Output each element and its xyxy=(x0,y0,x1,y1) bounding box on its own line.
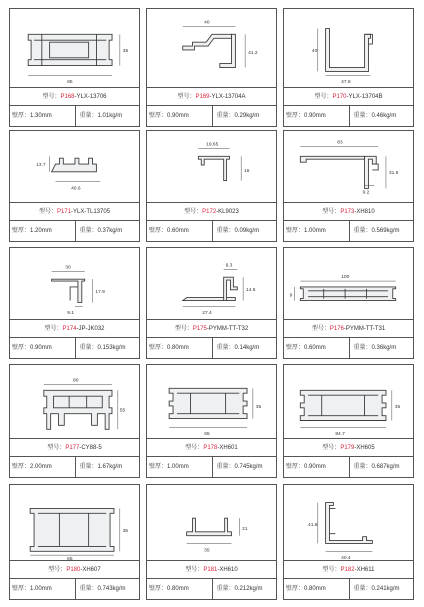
profile-card xyxy=(146,247,277,359)
dim-label: 47.8 xyxy=(341,80,351,86)
profile-card xyxy=(283,247,414,359)
part-number: P177 xyxy=(65,445,80,451)
profile-drawing xyxy=(284,365,413,439)
weight: 重量：0.14kg/m xyxy=(212,338,260,358)
profile-card xyxy=(9,130,140,242)
part-number: P176 xyxy=(329,326,344,332)
part-number: P175 xyxy=(192,326,207,332)
model-code: PYMM-TT-T32 xyxy=(208,326,249,332)
model-line: 型号：P168-YLX-13706 xyxy=(10,87,139,106)
spec-row xyxy=(284,337,413,358)
dim-label: 41.8 xyxy=(308,522,318,528)
part-number: P180 xyxy=(66,567,81,573)
dim-label: 100 xyxy=(341,275,350,281)
weight: 重量：0.46kg/m xyxy=(349,106,397,126)
profile-drawing xyxy=(147,131,276,203)
model-line: 型号：P181-XH610 xyxy=(147,560,276,579)
profile-drawing xyxy=(147,248,276,320)
thickness: 壁厚：0.60mm xyxy=(286,345,326,351)
model-line: 型号：P172-KL9023 xyxy=(147,202,276,221)
model-code: KL9023 xyxy=(218,209,239,215)
thickness: 壁厚：0.90mm xyxy=(12,345,52,351)
profile-card xyxy=(9,8,140,127)
profile-card xyxy=(146,130,277,242)
model-code: PYMM-TT-T31 xyxy=(345,326,386,332)
profile-card xyxy=(283,484,414,600)
weight: 重量：0.745kg/m xyxy=(212,457,263,477)
dim-label: 35 xyxy=(122,48,129,54)
spec-row xyxy=(147,220,276,241)
weight: 重量：1.67kg/m xyxy=(75,457,123,477)
profile-drawing xyxy=(10,248,139,320)
weight: 重量：0.09kg/m xyxy=(212,221,260,241)
thickness: 壁厚：0.90mm xyxy=(286,113,326,119)
part-number: P179 xyxy=(340,445,355,451)
dim-label: 9.1 xyxy=(67,311,74,317)
model-line: 型号：P177-CY88-5 xyxy=(10,438,139,457)
model-code: JP-JK032 xyxy=(78,326,105,332)
model-line: 型号：P175-PYMM-TT-T32 xyxy=(147,319,276,338)
spec-row xyxy=(284,578,413,599)
model-line: 型号：P170-YLX-13704B xyxy=(284,87,413,106)
model-code: YLX-TL13705 xyxy=(73,209,111,215)
weight: 重量：1.01kg/m xyxy=(75,106,123,126)
spec-row xyxy=(284,456,413,477)
thickness: 壁厚：0.90mm xyxy=(286,464,326,470)
spec-row xyxy=(10,337,139,358)
profile-card xyxy=(9,247,140,359)
model-line: 型号：P169-YLX-13704A xyxy=(147,87,276,106)
profile-card xyxy=(283,8,414,127)
model-code: YLX-13704B xyxy=(348,94,383,100)
part-number: P173 xyxy=(340,209,355,215)
profile-card xyxy=(9,484,140,600)
model-code: XH605 xyxy=(356,445,375,451)
model-line: 型号：P176-PYMM-TT-T31 xyxy=(284,319,413,338)
spec-row xyxy=(284,105,413,126)
spec-row xyxy=(147,578,276,599)
thickness: 壁厚：0.80mm xyxy=(149,586,189,592)
model-line: 型号：P171-YLX-TL13705 xyxy=(10,202,139,221)
model-code: XH601 xyxy=(219,445,238,451)
profile-drawing xyxy=(10,485,139,561)
profile-card xyxy=(283,130,414,242)
dim-label: 17.9 xyxy=(95,289,105,295)
dim-label: 14.5 xyxy=(246,287,256,293)
dim-label: 65 xyxy=(67,557,73,561)
dim-label: 9.3 xyxy=(225,263,233,269)
thickness: 壁厚：1.20mm xyxy=(12,228,52,234)
part-number: P174 xyxy=(62,326,77,332)
model-line: 型号：P180-XH607 xyxy=(10,560,139,579)
dim-label: 83 xyxy=(337,140,343,146)
model-code: YLX-13704A xyxy=(211,94,246,100)
spec-row xyxy=(10,220,139,241)
dim-label: 41.2 xyxy=(248,50,258,56)
thickness: 壁厚：0.80mm xyxy=(149,345,189,351)
model-line: 型号：P173-XH810 xyxy=(284,202,413,221)
thickness: 壁厚：2.00mm xyxy=(12,464,52,470)
part-number: P172 xyxy=(202,209,217,215)
model-code: XH810 xyxy=(356,209,375,215)
dim-label: 55 xyxy=(119,408,126,414)
model-code: XH607 xyxy=(82,567,101,573)
dim-label: 9 xyxy=(289,293,293,299)
dim-label: 65 xyxy=(204,432,210,438)
profile-card xyxy=(146,364,277,478)
profile-drawing xyxy=(284,248,413,320)
dim-label: 85 xyxy=(67,80,73,86)
dim-label: 40 xyxy=(204,20,210,26)
part-number: P171 xyxy=(56,209,71,215)
model-line: 型号：P179-XH605 xyxy=(284,438,413,457)
thickness: 壁厚：1.00mm xyxy=(12,586,52,592)
profile-drawing xyxy=(10,9,139,88)
dim-label: 21 xyxy=(242,526,248,532)
dim-label: 80 xyxy=(73,378,79,384)
dim-label: 35 xyxy=(394,404,401,410)
model-line: 型号：P182-XH611 xyxy=(284,560,413,579)
profile-drawing xyxy=(147,365,276,439)
spec-row xyxy=(147,337,276,358)
profile-drawing xyxy=(147,9,276,88)
weight: 重量：0.569kg/m xyxy=(349,221,400,241)
model-line: 型号：P174-JP-JK032 xyxy=(10,319,139,338)
weight: 重量：0.37kg/m xyxy=(75,221,123,241)
part-number: P168 xyxy=(60,94,75,100)
dim-label: 35 xyxy=(255,404,262,410)
weight: 重量：0.241kg/m xyxy=(349,579,400,599)
weight: 重量：0.29kg/m xyxy=(212,106,260,126)
thickness: 壁厚：1.30mm xyxy=(12,113,52,119)
part-number: P182 xyxy=(340,567,355,573)
spec-row xyxy=(147,456,276,477)
profile-drawing xyxy=(284,131,413,203)
dim-label: 13.7 xyxy=(36,163,46,169)
weight: 重量：0.153kg/m xyxy=(75,338,126,358)
thickness: 壁厚：1.00mm xyxy=(149,464,189,470)
profile-card xyxy=(146,8,277,127)
dim-label: 16 xyxy=(244,168,250,174)
model-code: XH610 xyxy=(219,567,238,573)
spec-row xyxy=(284,220,413,241)
weight: 重量：0.687kg/m xyxy=(349,457,400,477)
thickness: 壁厚：0.90mm xyxy=(149,113,189,119)
thickness: 壁厚：0.60mm xyxy=(149,228,189,234)
dim-label: 9.2 xyxy=(362,190,370,196)
model-code: CY88-5 xyxy=(81,445,102,451)
profile-card xyxy=(146,484,277,600)
dim-label: 31.5 xyxy=(388,170,399,176)
weight: 重量：0.212kg/m xyxy=(212,579,263,599)
dim-label: 35 xyxy=(122,528,129,534)
dim-label: 30 xyxy=(65,265,71,271)
model-code: XH611 xyxy=(356,567,375,573)
profile-drawing xyxy=(284,9,413,88)
spec-row xyxy=(147,105,276,126)
dim-label: 40.4 xyxy=(341,556,351,561)
profile-drawing xyxy=(147,485,276,561)
part-number: P181 xyxy=(203,567,218,573)
model-line: 型号：P178-XH601 xyxy=(147,438,276,457)
part-number: P178 xyxy=(203,445,218,451)
part-number: P170 xyxy=(332,94,347,100)
dim-label: 84.7 xyxy=(335,432,345,438)
part-number: P169 xyxy=(195,94,210,100)
weight: 重量：0.36kg/m xyxy=(349,338,397,358)
model-code: YLX-13706 xyxy=(76,94,107,100)
spec-row xyxy=(10,578,139,599)
spec-row xyxy=(10,105,139,126)
dim-label: 19.65 xyxy=(206,142,219,148)
thickness: 壁厚：1.00mm xyxy=(286,228,326,234)
profile-drawing xyxy=(10,131,139,203)
profile-card xyxy=(283,364,414,478)
dim-label: 40 xyxy=(311,48,318,54)
dim-label: 40.6 xyxy=(71,186,81,192)
profile-drawing xyxy=(10,365,139,439)
thickness: 壁厚：0.80mm xyxy=(286,586,326,592)
profile-card xyxy=(9,364,140,478)
dim-label: 27.4 xyxy=(202,311,212,317)
spec-row xyxy=(10,456,139,477)
dim-label: 35 xyxy=(204,548,210,554)
profile-drawing xyxy=(284,485,413,561)
weight: 重量：0.743kg/m xyxy=(75,579,126,599)
